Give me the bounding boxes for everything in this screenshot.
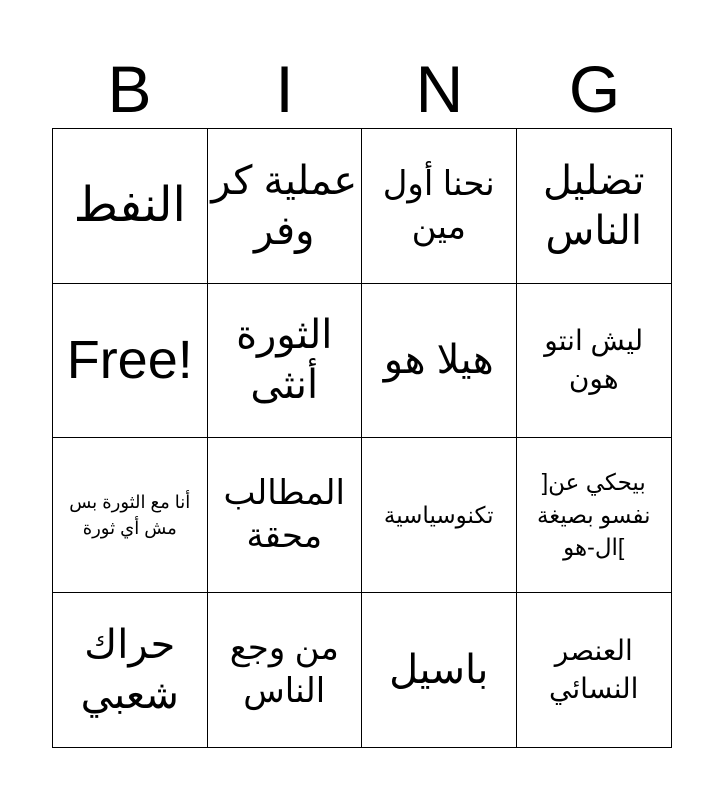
bingo-cell[interactable] [517,593,672,748]
bingo-cell[interactable] [53,129,208,284]
bingo-cell[interactable] [517,438,672,593]
cell-text: الثورة أنثى [236,313,333,408]
cell-text: العنصر النسائي [549,634,639,704]
cell-text: بيحكي عن[ نفسو بصيغة ]ال-هو [536,469,651,560]
bingo-cell[interactable] [362,129,517,284]
bingo-cell[interactable] [208,284,363,439]
cell-text: باسيل [389,647,489,692]
bingo-cell[interactable] [362,438,517,593]
bingo-header [52,50,672,128]
bingo-cell[interactable] [517,284,672,439]
header-letter-b: B [107,52,152,126]
cell-text: تضليل الناس [543,158,645,253]
bingo-cell[interactable] [53,438,208,593]
bingo-cell[interactable] [362,593,517,748]
bingo-cell[interactable] [208,438,363,593]
header-letter-n: N [415,52,464,126]
bingo-cell[interactable] [208,593,363,748]
cell-text: تكنوسياسية [383,501,494,528]
cell-text: حراك شعبي [80,622,179,717]
bingo-grid [52,128,672,748]
cell-text: النفط [73,178,186,232]
header-letter-i: I [275,52,294,126]
cell-text: نحنا أول مين [382,165,495,246]
cell-text: عملية كر وفر [211,158,358,253]
header-letter-g: G [568,52,621,126]
bingo-cell[interactable] [517,129,672,284]
bingo-cell[interactable] [362,284,517,439]
bingo-cell[interactable] [53,593,208,748]
cell-text: هيلا هو [383,338,494,383]
bingo-cell[interactable] [53,284,208,439]
free-space: Free! [66,329,193,390]
cell-text: ليش انتو هون [544,325,644,395]
bingo-cell[interactable] [208,129,363,284]
cell-text: المطالب محقة [223,474,345,555]
cell-text: أنا مع الثورة بس مش أي ثورة [69,491,191,538]
cell-text: من وجع الناس [229,629,339,710]
